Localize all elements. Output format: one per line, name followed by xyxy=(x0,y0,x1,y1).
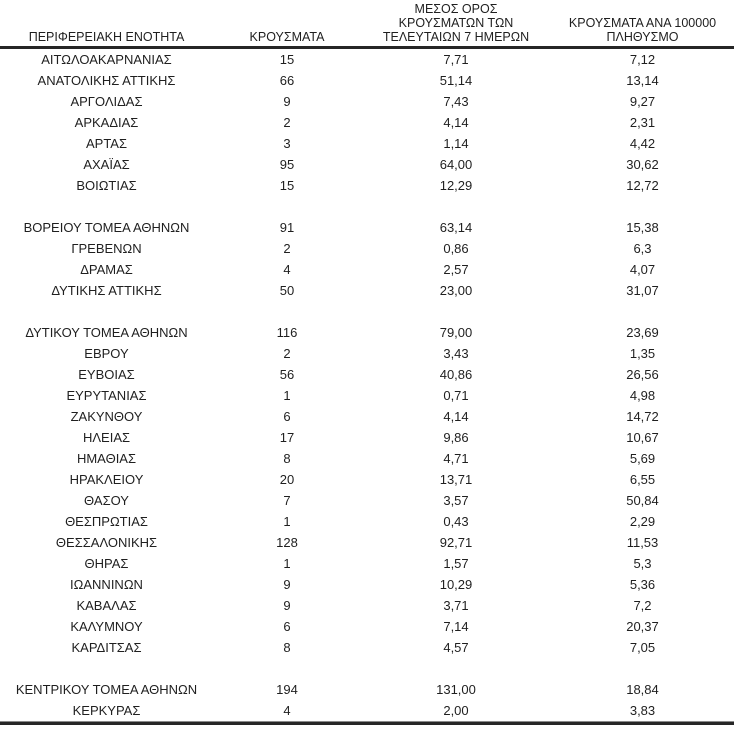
table-row xyxy=(0,532,734,553)
per100k-cell: 3,83 xyxy=(629,703,656,718)
region-cell: ΚΑΡΔΙΤΣΑΣ xyxy=(71,640,142,655)
header-row xyxy=(0,0,734,48)
header-line: ΚΡΟΥΣΜΑΤΩΝ ΤΩΝ xyxy=(398,16,514,30)
cases-cell: 15 xyxy=(279,178,295,193)
spacer-row xyxy=(0,301,734,322)
cases-cell: 4 xyxy=(283,262,291,277)
header-line: ΚΡΟΥΣΜΑΤΑ ΑΝΑ 100000 xyxy=(568,16,717,30)
region-cell: ΔΥΤΙΚΟΥ ΤΟΜΕΑ ΑΘΗΝΩΝ xyxy=(25,325,188,340)
region-cell: ΔΥΤΙΚΗΣ ΑΤΤΙΚΗΣ xyxy=(51,283,162,298)
per100k-cell: 5,3 xyxy=(633,556,652,571)
region-cell: ΘΕΣΠΡΩΤΙΑΣ xyxy=(65,514,148,529)
per100k-cell: 6,3 xyxy=(633,241,652,256)
avg7-cell: 79,00 xyxy=(439,325,473,340)
region-cell: ΒΟΡΕΙΟΥ ΤΟΜΕΑ ΑΘΗΝΩΝ xyxy=(23,220,190,235)
cases-cell: 2 xyxy=(283,115,291,130)
per100k-cell: 20,37 xyxy=(626,619,659,634)
avg7-cell: 12,29 xyxy=(439,178,473,193)
region-cell: ΓΡΕΒΕΝΩΝ xyxy=(71,241,142,256)
cases-cell: 9 xyxy=(283,577,291,592)
table-row xyxy=(0,217,734,238)
cases-cell: 6 xyxy=(283,409,291,424)
region-cell: ΙΩΑΝΝΙΝΩΝ xyxy=(70,577,143,592)
per100k-cell: 11,53 xyxy=(626,535,659,550)
region-cell: ΑΙΤΩΛΟΑΚΑΡΝΑΝΙΑΣ xyxy=(41,52,172,67)
region-cell: ΑΡΓΟΛΙΔΑΣ xyxy=(70,94,143,109)
region-cell: ΒΟΙΩΤΙΑΣ xyxy=(76,178,137,193)
region-cell: ΚΑΒΑΛΑΣ xyxy=(76,598,137,613)
table-row xyxy=(0,700,734,722)
table-header xyxy=(0,0,734,48)
table-row xyxy=(0,553,734,574)
region-cell: ΗΛΕΙΑΣ xyxy=(82,430,131,445)
region-cell: ΗΜΑΘΙΑΣ xyxy=(76,451,137,466)
table-row xyxy=(0,70,734,91)
header-line: ΚΡΟΥΣΜΑΤΑ xyxy=(249,30,325,44)
per100k-cell: 15,38 xyxy=(626,220,659,235)
cases-cell: 2 xyxy=(283,346,291,361)
per100k-cell: 7,05 xyxy=(629,640,656,655)
column-header-region xyxy=(0,0,213,48)
table-row xyxy=(0,511,734,532)
cases-cell: 91 xyxy=(279,220,295,235)
avg7-cell: 3,43 xyxy=(443,346,469,361)
table-row xyxy=(0,133,734,154)
table-row xyxy=(0,574,734,595)
cases-cell: 6 xyxy=(283,619,291,634)
avg7-cell: 2,00 xyxy=(443,703,469,718)
region-cell: ΗΡΑΚΛΕΙΟΥ xyxy=(69,472,144,487)
table-row xyxy=(0,490,734,511)
cases-cell: 8 xyxy=(283,640,291,655)
column-header-avg7days xyxy=(361,0,551,48)
avg7-cell: 10,29 xyxy=(439,577,473,592)
avg7-cell: 13,71 xyxy=(439,472,473,487)
cases-cell: 15 xyxy=(279,52,295,67)
table-body xyxy=(0,48,734,722)
region-cell: ΘΑΣΟΥ xyxy=(84,493,129,508)
per100k-cell: 4,07 xyxy=(629,262,656,277)
avg7-cell: 3,71 xyxy=(443,598,469,613)
per100k-cell: 2,29 xyxy=(629,514,656,529)
table-row xyxy=(0,469,734,490)
cases-cell: 3 xyxy=(283,136,291,151)
spacer-cell xyxy=(0,196,734,217)
region-cell: ΕΒΡΟΥ xyxy=(84,346,129,361)
table-row xyxy=(0,91,734,112)
region-cell: ΘΕΣΣΑΛΟΝΙΚΗΣ xyxy=(55,535,158,550)
avg7-cell: 0,43 xyxy=(443,514,469,529)
avg7-cell: 4,71 xyxy=(443,451,469,466)
spacer-cell xyxy=(0,658,734,679)
per100k-cell: 5,36 xyxy=(629,577,656,592)
avg7-cell: 92,71 xyxy=(439,535,473,550)
cases-cell: 9 xyxy=(283,598,291,613)
cases-cell: 50 xyxy=(279,283,295,298)
region-cell: ΚΕΝΤΡΙΚΟΥ ΤΟΜΕΑ ΑΘΗΝΩΝ xyxy=(15,682,198,697)
region-cell: ΔΡΑΜΑΣ xyxy=(80,262,133,277)
table-row xyxy=(0,679,734,700)
column-header-per100k xyxy=(551,0,734,48)
per100k-cell: 12,72 xyxy=(626,178,659,193)
avg7-cell: 7,14 xyxy=(443,619,469,634)
cases-cell: 20 xyxy=(279,472,295,487)
avg7-cell: 1,57 xyxy=(443,556,469,571)
avg7-cell: 7,43 xyxy=(443,94,469,109)
avg7-cell: 0,71 xyxy=(443,388,469,403)
per100k-cell: 50,84 xyxy=(626,493,659,508)
cases-cell: 1 xyxy=(283,556,291,571)
cases-cell: 8 xyxy=(283,451,291,466)
per100k-cell: 14,72 xyxy=(626,409,659,424)
cases-cell: 7 xyxy=(283,493,291,508)
table-row xyxy=(0,364,734,385)
header-line: ΠΛΗΘΥΣΜΟ xyxy=(606,30,679,44)
per100k-cell: 10,67 xyxy=(626,430,659,445)
avg7-cell: 40,86 xyxy=(439,367,473,382)
avg7-cell: 4,14 xyxy=(443,409,469,424)
cases-cell: 4 xyxy=(283,703,291,718)
avg7-cell: 9,86 xyxy=(443,430,469,445)
cases-cell: 9 xyxy=(283,94,291,109)
avg7-cell: 63,14 xyxy=(439,220,473,235)
region-cell: ΕΥΒΟΙΑΣ xyxy=(78,367,135,382)
region-cell: ΑΧΑΪΑΣ xyxy=(83,157,130,172)
table-row xyxy=(0,637,734,658)
cases-cell: 2 xyxy=(283,241,291,256)
table-row xyxy=(0,112,734,133)
table-row xyxy=(0,48,734,71)
region-cell: ΘΗΡΑΣ xyxy=(84,556,129,571)
header-line: ΠΕΡΙΦΕΡΕΙΑΚΗ ΕΝΟΤΗΤΑ xyxy=(28,30,185,44)
table-row xyxy=(0,406,734,427)
region-cell: ΑΡΤΑΣ xyxy=(85,136,128,151)
per100k-cell: 4,98 xyxy=(629,388,656,403)
avg7-cell: 1,14 xyxy=(443,136,469,151)
avg7-cell: 4,14 xyxy=(443,115,469,130)
avg7-cell: 23,00 xyxy=(439,283,473,298)
column-header-cases xyxy=(213,0,361,48)
region-cell: ΕΥΡΥΤΑΝΙΑΣ xyxy=(66,388,147,403)
avg7-cell: 7,71 xyxy=(443,52,469,67)
table-row xyxy=(0,175,734,196)
table-row xyxy=(0,154,734,175)
table-row xyxy=(0,616,734,637)
table-row xyxy=(0,595,734,616)
avg7-cell: 3,57 xyxy=(443,493,469,508)
region-cell: ΑΝΑΤΟΛΙΚΗΣ ΑΤΤΙΚΗΣ xyxy=(37,73,176,88)
region-cell: ΑΡΚΑΔΙΑΣ xyxy=(74,115,139,130)
table-row xyxy=(0,385,734,406)
cases-cell: 1 xyxy=(283,388,291,403)
table-row xyxy=(0,448,734,469)
per100k-cell: 18,84 xyxy=(626,682,659,697)
avg7-cell: 51,14 xyxy=(439,73,473,88)
region-cell: ΖΑΚΥΝΘΟΥ xyxy=(70,409,143,424)
spacer-row xyxy=(0,658,734,679)
avg7-cell: 4,57 xyxy=(443,640,469,655)
cases-cell: 95 xyxy=(279,157,295,172)
avg7-cell: 64,00 xyxy=(439,157,473,172)
per100k-cell: 2,31 xyxy=(629,115,656,130)
per100k-cell: 7,12 xyxy=(629,52,656,67)
per100k-cell: 4,42 xyxy=(629,136,656,151)
spacer-cell xyxy=(0,301,734,322)
per100k-cell: 26,56 xyxy=(626,367,659,382)
per100k-cell: 31,07 xyxy=(626,283,659,298)
per100k-cell: 7,2 xyxy=(633,598,652,613)
cases-cell: 116 xyxy=(276,325,298,340)
avg7-cell: 131,00 xyxy=(436,682,476,697)
region-cell: ΚΑΛΥΜΝΟΥ xyxy=(70,619,143,634)
per100k-cell: 13,14 xyxy=(626,73,659,88)
per100k-cell: 9,27 xyxy=(629,94,656,109)
header-line: ΜΕΣΟΣ ΟΡΟΣ xyxy=(414,2,498,16)
avg7-cell: 2,57 xyxy=(443,262,469,277)
per100k-cell: 30,62 xyxy=(626,157,659,172)
per100k-cell: 6,55 xyxy=(629,472,656,487)
cases-cell: 17 xyxy=(279,430,295,445)
table-row xyxy=(0,427,734,448)
per100k-cell: 1,35 xyxy=(629,346,656,361)
cases-cell: 194 xyxy=(276,682,298,697)
table-row xyxy=(0,238,734,259)
spacer-row xyxy=(0,196,734,217)
table-row xyxy=(0,343,734,364)
table-row xyxy=(0,322,734,343)
header-line: ΤΕΛΕΥΤΑΙΩΝ 7 ΗΜΕΡΩΝ xyxy=(382,30,530,44)
cases-cell: 56 xyxy=(279,367,295,382)
avg7-cell: 0,86 xyxy=(443,241,469,256)
cases-cell: 66 xyxy=(279,73,295,88)
table-row xyxy=(0,259,734,280)
per100k-cell: 23,69 xyxy=(626,325,659,340)
table-row xyxy=(0,280,734,301)
cases-cell: 1 xyxy=(283,514,291,529)
per100k-cell: 5,69 xyxy=(629,451,656,466)
region-cell: ΚΕΡΚΥΡΑΣ xyxy=(72,703,141,718)
cases-cell: 128 xyxy=(276,535,298,550)
